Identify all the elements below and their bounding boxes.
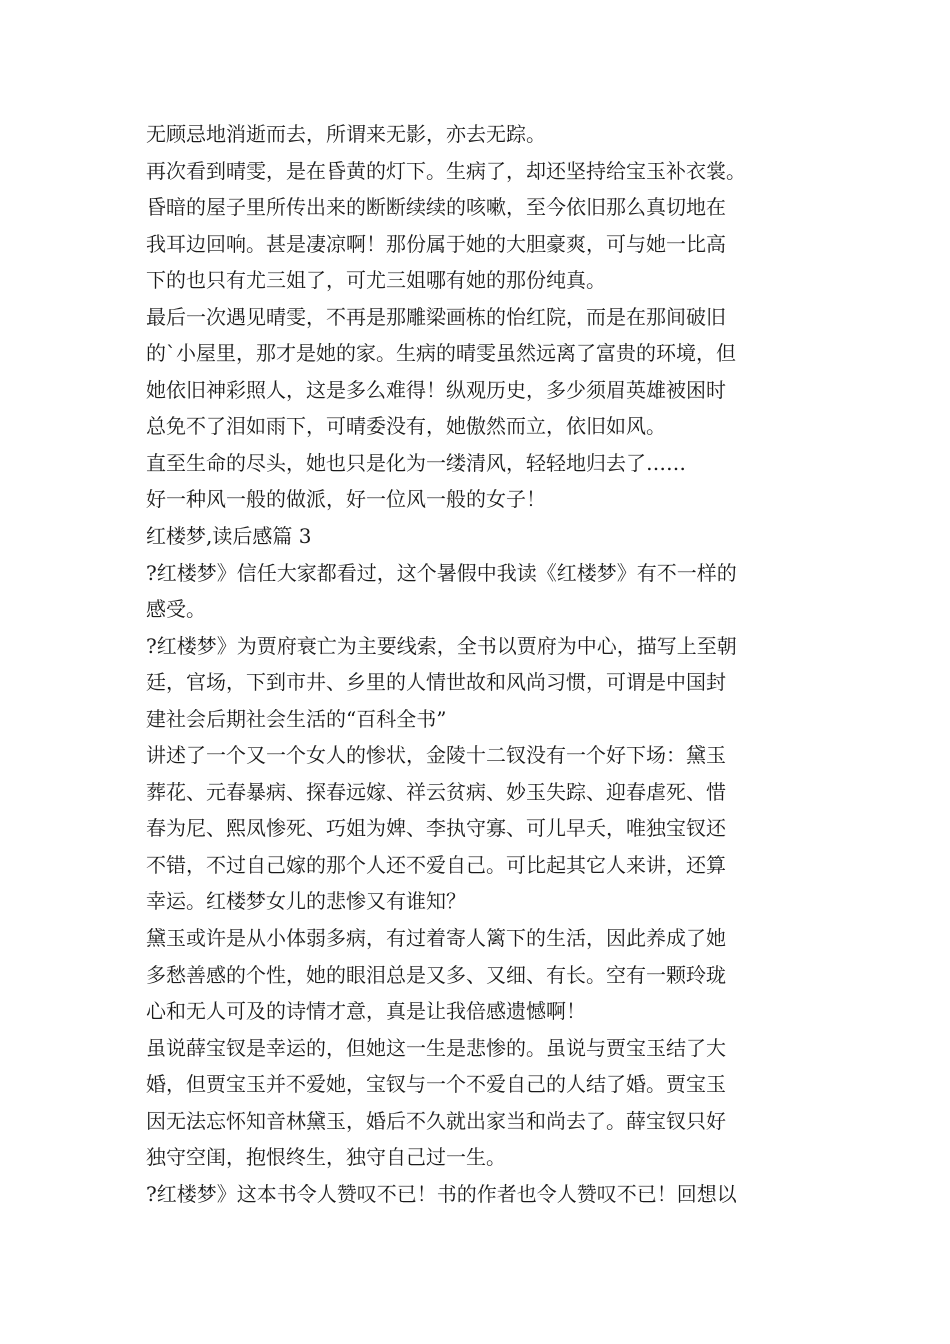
text-line: 婚，但贾宝玉并不爱她，宝钗与一个不爱自己的人结了婚。贾宝玉: [146, 1072, 726, 1097]
text-line: 直至生命的尽头，她也只是化为一缕清风，轻轻地归去了……: [146, 450, 686, 475]
text-line: 我耳边回响。甚是凄凉啊！那份属于她的大胆豪爽，可与她一比高: [146, 231, 726, 256]
text-line: 再次看到晴雯，是在昏黄的灯下。生病了，却还坚持给宝玉补衣裳。: [146, 158, 746, 183]
text-line: 最后一次遇见晴雯，不再是那雕梁画栋的怡红院，而是在那间破旧: [146, 304, 726, 329]
text-line: 好一种风一般的做派，好一位风一般的女子！: [146, 487, 546, 512]
text-line: 讲述了一个又一个女人的惨状，金陵十二钗没有一个好下场：黛玉: [146, 743, 726, 768]
text-line: 不错，不过自己嫁的那个人还不爱自己。可比起其它人来讲，还算: [146, 852, 726, 877]
text-line: 昏暗的屋子里所传出来的断断续续的咳嗽，至今依旧那么真切地在: [146, 195, 726, 220]
text-line: 葬花、元春暴病、探春远嫁、祥云贫病、妙玉失踪、迎春虐死、惜: [146, 779, 726, 804]
document-text: [146, 116, 846, 1212]
text-line: ?红楼梦》这本书令人赞叹不已！书的作者也令人赞叹不已！回想以: [146, 1181, 737, 1206]
text-line: 无顾忌地消逝而去，所谓来无影，亦去无踪。: [146, 122, 546, 146]
text-line: ?红楼梦》信任大家都看过，这个暑假中我读《红楼梦》有不一样的: [146, 560, 737, 585]
text-line: 心和无人可及的诗情才意，真是让我倍感遗憾啊！: [146, 999, 586, 1024]
text-line: 廷，官场，下到市井、乡里的人情世故和风尚习惯，可谓是中国封: [146, 670, 726, 695]
text-line: 幸运。红楼梦女儿的悲惨又有谁知？: [146, 889, 466, 914]
section-heading: 红楼梦,读后感篇 3: [146, 524, 312, 549]
text-line: 的`小屋里，那才是她的家。生病的晴雯虽然远离了富贵的环境，但: [146, 341, 736, 366]
text-line: 建社会后期社会生活的“百科全书”: [146, 706, 447, 731]
text-line: 虽说薛宝钗是幸运的，但她这一生是悲惨的。虽说与贾宝玉结了大: [146, 1035, 726, 1060]
text-line: ?红楼梦》为贾府衰亡为主要线索，全书以贾府为中心，描写上至朝: [146, 633, 737, 658]
text-line: 总免不了泪如雨下，可晴委没有，她傲然而立，依旧如风。: [146, 414, 666, 439]
text-line: 因无法忘怀知音林黛玉，婚后不久就出家当和尚去了。薛宝钗只好: [146, 1108, 726, 1133]
text-line: 多愁善感的个性，她的眼泪总是又多、又细、有长。空有一颗玲珑: [146, 962, 726, 987]
text-line: 她依旧神彩照人，这是多么难得！纵观历史，多少须眉英雄被困时: [146, 377, 726, 402]
text-line: 感受。: [146, 597, 206, 622]
text-line: 春为尼、熙凤惨死、巧姐为婢、李执守寡、可儿早夭，唯独宝钗还: [146, 816, 726, 841]
text-line: 下的也只有尤三姐了，可尤三姐哪有她的那份纯真。: [146, 268, 606, 293]
text-line: 独守空闺，抱恨终生，独守自己过一生。: [146, 1145, 506, 1170]
text-line: 黛玉或许是从小体弱多病，有过着寄人篱下的生活，因此养成了她: [146, 926, 726, 951]
